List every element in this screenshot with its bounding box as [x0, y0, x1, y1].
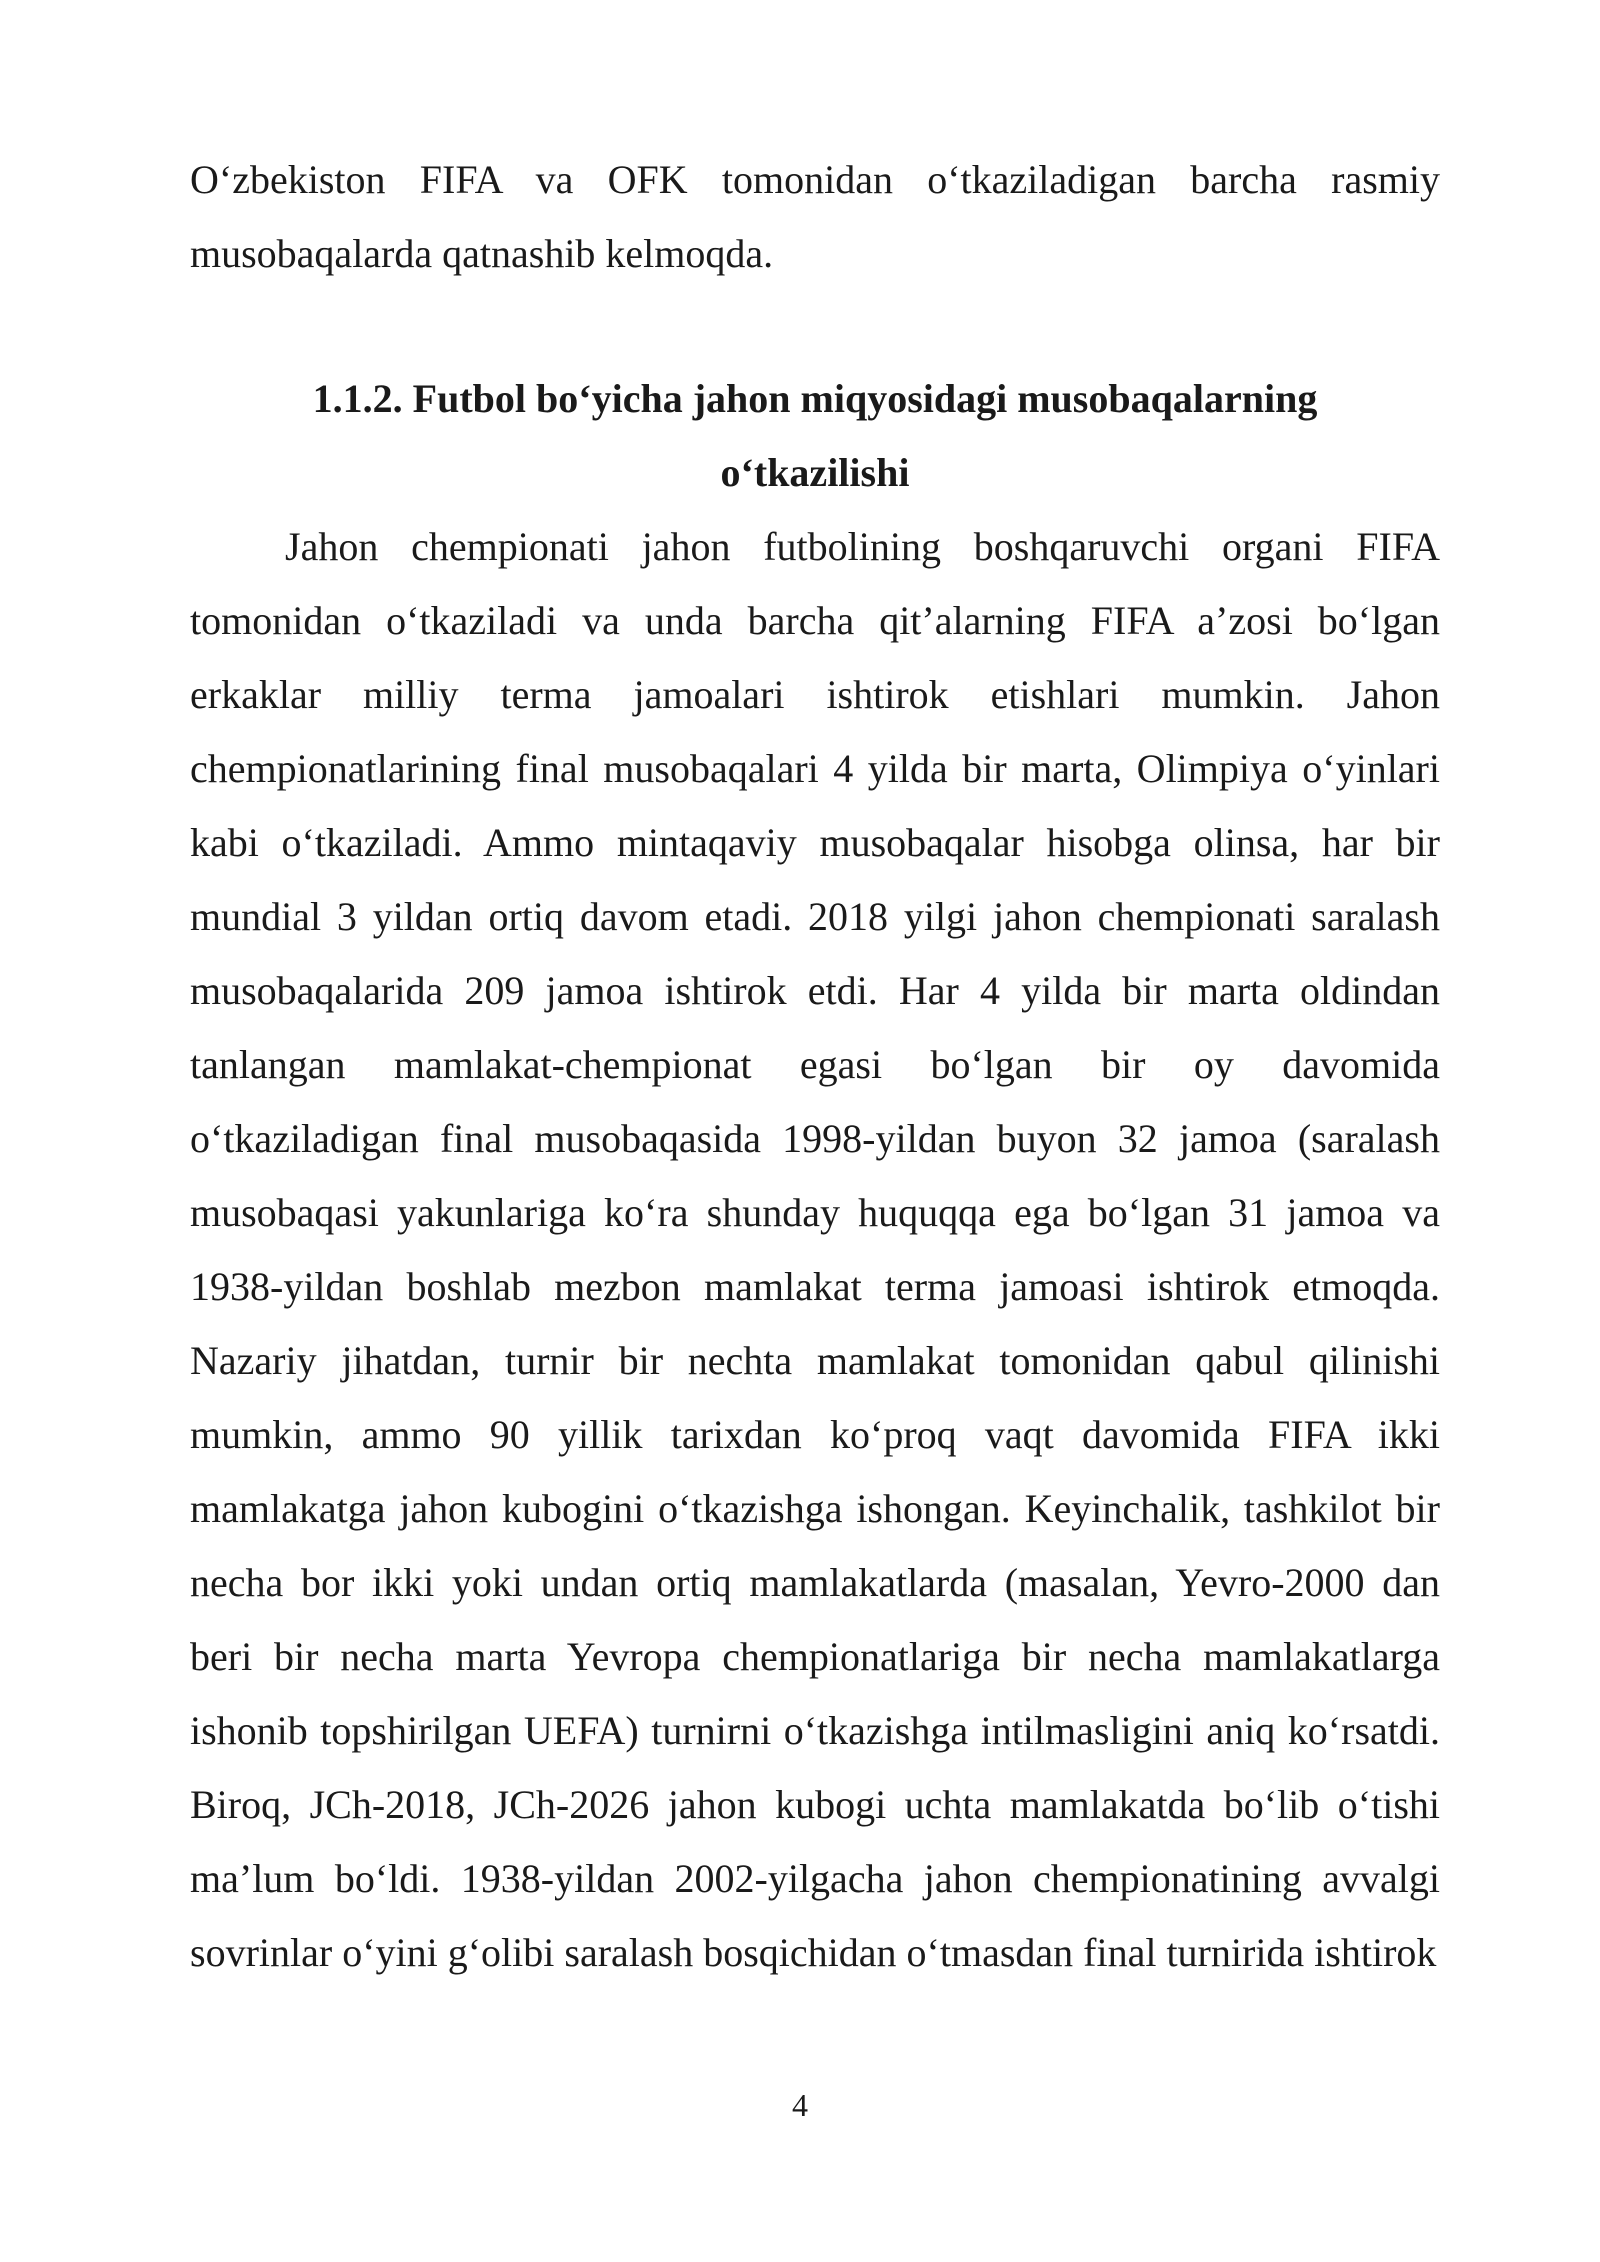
main-paragraph: Jahon chempionati jahon futbolining boshqaruvchi organi FIFA tomonidan o‘tkaziladi va unda barcha qit’alarning FIFA a’zosi bo‘lgan erkaklar milliy terma jamoalari ishtirok etishlari mumkin. Jahon chempionatlarining final musobaqalari 4 yilda bir marta, Olimpiya o‘yinlari kabi o‘tkaziladi. Ammo mintaqaviy musobaqalar hisobga olinsa, har bir mundial 3 yildan ortiq davom etadi. 2018 yilgi jahon chempionati saralash musobaqalarida 209 jamoa ishtirok etdi. Har 4 yilda bir marta oldindan tanlangan mamlakat-chempionat egasi bo‘lgan bir oy davomida o‘tkaziladigan final musobaqasida 1998-yildan buyon 32 jamoa (saralash musobaqasi yakunlariga ko‘ra shunday huquqqa ega bo‘lgan 31 jamoa va 1938-yildan boshlab mezbon mamlakat terma jamoasi ishtirok etmoqda. Nazariy jihatdan, turnir bir nechta mamlakat tomonidan qabul qilinishi mumkin, ammo 90 yillik tarixdan ko‘proq vaqt davomida FIFA ikki mamlakatga jahon kubogini o‘tkazishga ishongan. Keyinchalik, tashkilot bir necha bor ikki yoki undan ortiq mamlakatlarda (masalan, Yevro-2000 dan beri bir necha marta Yevropa chempionatlariga bir necha mamlakatlarga ishonib topshirilgan UEFA) turnirni o‘tkazishga intilmasligini aniq ko‘rsatdi. Biroq, JCh-2018, JCh-2026 jahon kubogi uchta mamlakatda bo‘lib o‘tishi ma’lum bo‘ldi. 1938-yildan 2002-yilgacha jahon chempionatining avvalgi sovrinlar o‘yini g‘olibi saralash bosqichidan o‘tmasdan final turnirida ishtirok [190, 524, 1440, 1975]
section-heading-line-1: 1.1.2. Futbol bo‘yicha jahon miqyosidagi musobaqalarning [312, 376, 1318, 421]
section-heading [190, 362, 1440, 510]
intro-paragraph: O‘zbekiston FIFA va OFK tomonidan o‘tkaziladigan barcha rasmiy musobaqalarda qatnashib kelmoqda. [190, 157, 1440, 276]
page-number: 4 [792, 2087, 808, 2123]
section-heading-line-2: o‘tkazilishi [720, 450, 910, 495]
